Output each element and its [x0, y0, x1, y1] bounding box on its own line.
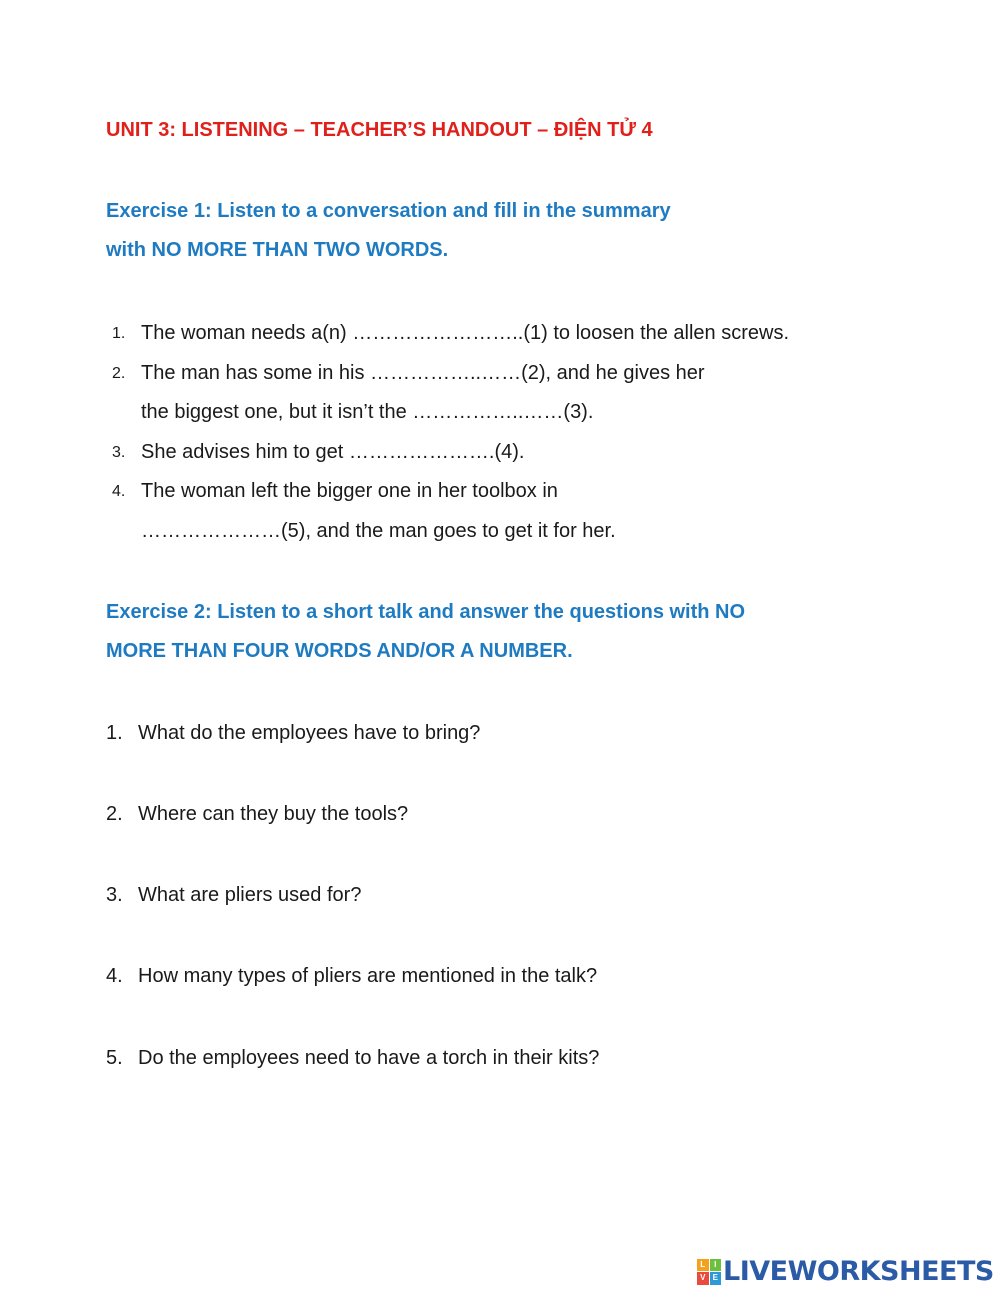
exercise-1-item-number: 2.: [112, 365, 126, 382]
question-number: 1.: [106, 722, 123, 744]
exercise-2-heading-line-2: MORE THAN FOUR WORDS AND/OR A NUMBER.: [106, 640, 573, 662]
exercise-1-item-text: The man has some in his ……………..……(2), and he gives her: [141, 362, 705, 384]
exercise-1-heading-line-1: Exercise 1: Listen to a conversation and fill in the summary: [106, 200, 671, 222]
logo-mark-letter: E: [710, 1272, 722, 1285]
logo-mark-letter: L: [697, 1259, 709, 1272]
exercise-1-item-number: 3.: [112, 444, 126, 461]
question-item: [106, 721, 480, 745]
exercise-1-item-number: 4.: [112, 483, 126, 500]
logo-mark-letter: I: [710, 1259, 722, 1272]
exercise-1-item-text-cont: the biggest one, but it isn’t the ……………..……(3).: [141, 401, 594, 423]
exercise-1-heading-line-2: with NO MORE THAN TWO WORDS.: [106, 239, 449, 261]
exercise-1-item-text-cont: …………………(5), and the man goes to get it for her.: [141, 520, 616, 542]
question-text: What do the employees have to bring?: [138, 722, 481, 744]
exercise-1-item-text: She advises him to get ………………….(4).: [141, 441, 525, 463]
exercise-1-item-number: 1.: [112, 325, 126, 342]
question-number: 3.: [106, 884, 123, 906]
question-number: 4.: [106, 965, 123, 987]
exercise-1-item-text: The woman left the bigger one in her toolbox in: [141, 480, 558, 502]
question-number: 2.: [106, 803, 123, 825]
exercise-1-heading: [106, 192, 671, 270]
question-text: How many types of pliers are mentioned in the talk?: [138, 965, 598, 987]
question-text: What are pliers used for?: [138, 884, 362, 906]
question-number: 5.: [106, 1047, 123, 1069]
question-item: [106, 964, 597, 988]
question-item: [106, 1046, 599, 1070]
question-item: [106, 802, 408, 826]
logo-mark-letter: V: [697, 1272, 709, 1285]
liveworksheets-logo-text: LIVEWORKSHEETS: [723, 1256, 994, 1287]
question-text: Do the employees need to have a torch in their kits?: [138, 1047, 600, 1069]
exercise-2-heading: [106, 593, 745, 671]
question-text: Where can they buy the tools?: [138, 803, 409, 825]
liveworksheets-logo[interactable]: [697, 1256, 994, 1287]
exercise-1-item-text: The woman needs a(n) ……………………..(1) to loosen the allen screws.: [141, 322, 790, 344]
question-item: [106, 883, 361, 907]
unit-title: UNIT 3: LISTENING – TEACHER’S HANDOUT – ĐIỆN TỬ 4: [106, 119, 653, 141]
liveworksheets-logo-icon: [697, 1259, 721, 1285]
exercise-2-heading-line-1: Exercise 2: Listen to a short talk and answer the questions with NO: [106, 601, 746, 623]
